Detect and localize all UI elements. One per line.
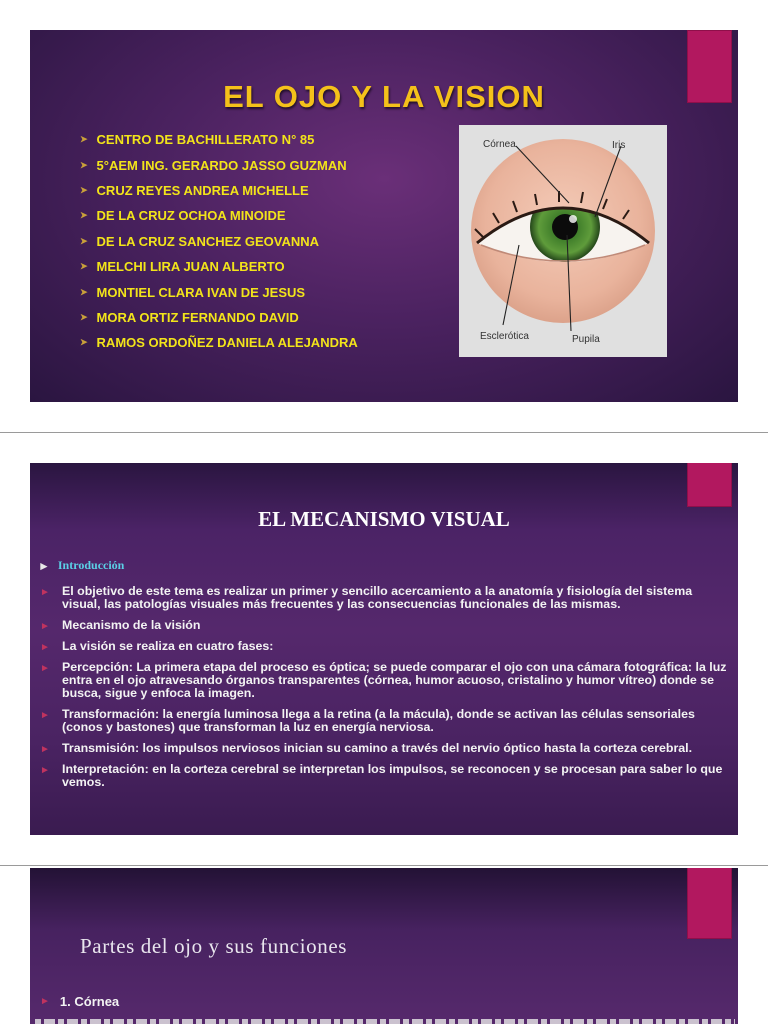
list-item: ► Percepción: La primera etapa del proceso es óptica; se puede comparar el ojo con una cámara fotográfica: la luz entra en el ojo atravesando órganos transparentes (córnea, humor acuoso, cristalino y humor vítreo) donde se busca, sigue y enfoca la imagen. [40, 659, 727, 700]
list-item: ➤ CENTRO DE BACHILLERATO N° 85 [80, 132, 315, 148]
list-item: ► Interpretación: en la corteza cerebral se interpretan los impulsos, se reconocen y se procesan para saber lo que vemos. [40, 761, 723, 789]
list-item: ➤ DE LA CRUZ SANCHEZ GEOVANNA [80, 233, 319, 249]
sclera-label: Esclerótica [480, 331, 529, 342]
list-item: ➤ CRUZ REYES ANDREA MICHELLE [80, 182, 309, 198]
arrow-bullet-icon: ➤ [80, 286, 88, 297]
triangle-bullet-icon: ► [40, 641, 50, 653]
iris-label: Iris [612, 140, 626, 151]
list-item: ➤ RAMOS ORDOÑEZ DANIELA ALEJANDRA [80, 335, 358, 351]
intro-heading: ► Introducción [38, 558, 125, 573]
author-list [80, 127, 358, 356]
arrow-bullet-icon: ➤ [80, 210, 88, 221]
arrow-bullet-icon: ➤ [80, 261, 88, 272]
slide-3 [30, 868, 738, 1024]
arrow-bullet-icon: ➤ [80, 311, 88, 322]
list-item: ➤ 5°AEM ING. GERARDO JASSO GUZMAN [80, 157, 347, 173]
slide-1 [30, 30, 738, 402]
arrow-bullet-icon: ➤ [80, 235, 88, 246]
slide-2-title: EL MECANISMO VISUAL [258, 507, 510, 531]
slide-1-title: EL OJO Y LA VISION [223, 79, 545, 114]
list-item: ► Mecanismo de la visión [40, 618, 201, 632]
arrow-bullet-icon: ➤ [80, 159, 88, 170]
triangle-bullet-icon: ► [40, 621, 50, 632]
slide-divider [0, 432, 768, 433]
slide-2 [30, 463, 738, 835]
accent-tab [687, 868, 732, 939]
eye-diagram-image [459, 125, 667, 357]
list-item: ► El objetivo de este tema es realizar un primer y sencillo acercamiento a la anatomía y fisiología del sistema visual, las patologías visuales más frecuentes y las consecuencias funcionales de las mismas. [40, 584, 693, 612]
pupil-label: Pupila [572, 334, 600, 345]
arrow-bullet-icon: ➤ [80, 134, 88, 145]
triangle-bullet-icon: ► [40, 743, 50, 755]
list-item: ► 1. Córnea [40, 994, 120, 1009]
accent-tab [687, 463, 732, 507]
cornea-label: Córnea [483, 139, 516, 150]
slide-3-title: Partes del ojo y sus funciones [80, 934, 348, 958]
truncated-text-line [35, 1019, 735, 1024]
eye-diagram [459, 125, 667, 357]
list-item: ► Transformación: la energía luminosa llega a la retina (a la mácula), donde se activan las células sensoriales (conos y bastones) que transforman la luz en energía nerviosa. [40, 706, 695, 734]
triangle-bullet-icon: ► [40, 709, 50, 721]
triangle-bullet-icon: ► [38, 558, 50, 573]
triangle-bullet-icon: ► [40, 996, 50, 1007]
triangle-bullet-icon: ► [40, 764, 50, 776]
list-item: ► La visión se realiza en cuatro fases: [40, 638, 274, 653]
list-item: ➤ MONTIEL CLARA IVAN DE JESUS [80, 284, 306, 300]
list-item: ➤ DE LA CRUZ OCHOA MINOIDE [80, 208, 286, 224]
arrow-bullet-icon: ➤ [80, 337, 88, 348]
triangle-bullet-icon: ► [40, 587, 50, 598]
triangle-bullet-icon: ► [40, 662, 50, 674]
mechanism-list [40, 585, 730, 797]
arrow-bullet-icon: ➤ [80, 184, 88, 195]
list-item: ➤ MORA ORTIZ FERNANDO DAVID [80, 309, 299, 325]
list-item: ► Transmisión: los impulsos nerviosos inician su camino a través del nervio óptico hasta la corteza cerebral. [40, 740, 693, 755]
list-item: ➤ MELCHI LIRA JUAN ALBERTO [80, 259, 285, 275]
slide-divider [0, 865, 768, 866]
